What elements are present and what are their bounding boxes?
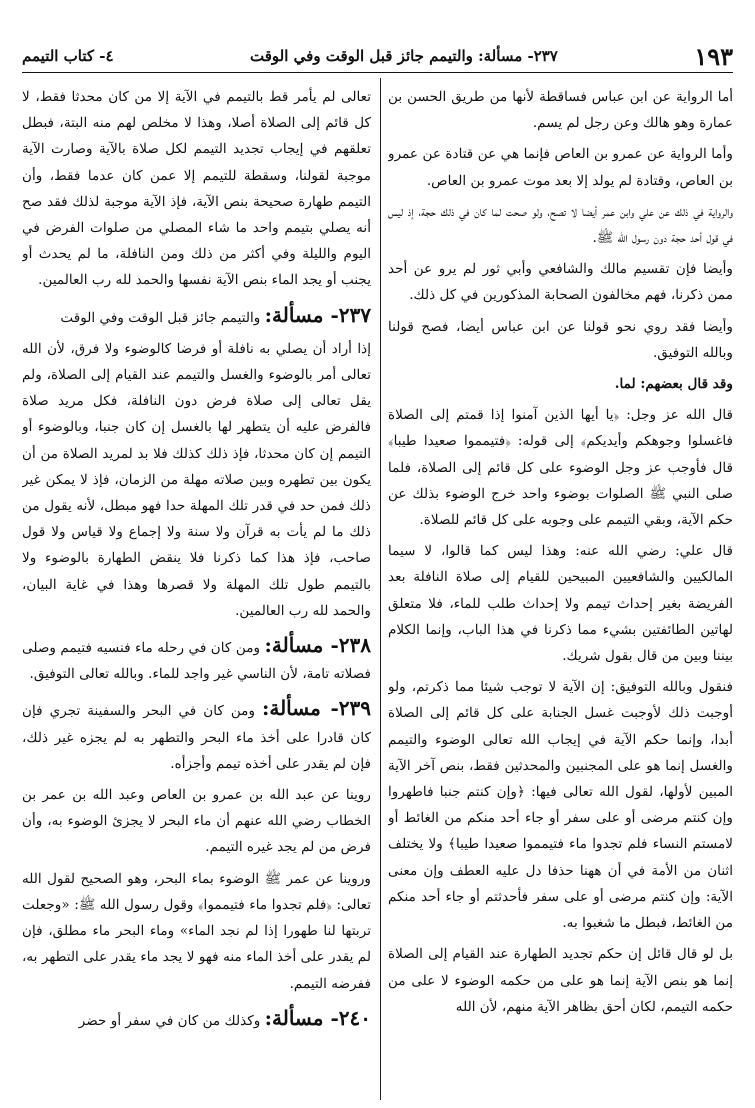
paragraph: روينا عن عبد الله بن عمرو بن العاص وعبد الله بن عمر بن الخطاب رضي الله عنهم أن ماء البحر لا يجزئ الوضوء به، وأن فرض من لم يجد غيره التيمم. <box>22 787 371 856</box>
section-number: ٢٣٨- مسألة: <box>264 633 371 658</box>
section-body: وكذلك من كان في سفر أو حضر <box>78 1012 261 1029</box>
section-239 <box>22 695 371 777</box>
paragraph: إذا أراد أن يصلي به نافلة أو فرضا كالوضوء ولا فرق، لأن الله تعالى أمر بالوضوء والغسل والتيمم عند القيام إلى الصلاة، ولم يقل تعالى إلى صلاة فرض دون النافلة، فكل مريد صلاة فالفرض عليه أن يتطهر لها بالغسل إن كان جنبا، وبالوضوء أو التيمم إن كان محدثا، فإذ ذلك كذلك فلا بد لمريد الصلاة من أن يكون بين تطهره وبين صلاته مهلة من الزمان، فإذ لا يمكن غير ذلك فمن حد في قدر تلك المهلة حدا فهو مبطل، لأنه يقول من ذلك ما لم يأت به قرآن ولا سنة ولا إجماع ولا قياس ولا قول صاحب، فإذ هذا كما ذكرنا فلا ينقض الطهارة بالوضوء ولا بالتيمم طول تلك المهلة ولا قصرها وهذا في غاية البيان، والحمد لله رب العالمين. <box>22 340 371 619</box>
section-238 <box>22 632 371 687</box>
paragraph: بل لو قال قائل إن حكم تجديد الطهارة عند القيام إلى الصلاة إنما هو بنص الآية إنما هو على من حكمه الوضوء لا على من حكمه التيمم، لكان أحق بظاهر الآية منهم، لأن الله <box>388 946 733 1015</box>
paragraph: تعالى لم يأمر قط بالتيمم في الآية إلا من كان محدثا فقط، لا كل قائم إلى الصلاة أصلا، وهذا لا مخلص لهم منه البتة، فبطل تعلقهم في إيجاب تجديد التيمم لكل صلاة بالآية وصارت الآية موجبة لقولنا، وسقطة للتيمم إلا عمن كان عدما فقط، وأن التيمم طهارة صحيحة بنص الآية، فإذ الآية موجبة لذلك فقد صح أنه يصلي بتيمم واحد ما شاء المصلي من صلوات الفرض في اليوم والليلة وفي أكثر من ذلك ومن النافلة، ما لم يحدث أو يجنب أو يجد الماء بنص الآية نفسها والحمد لله رب العالمين. <box>22 89 371 289</box>
paragraph: والرواية في ذلك عن علي وابن عمر أيضا لا تصح، ولو صحت لما كان في ذلك حجة، إذ ليس في قول أحد حجة دون رسول الله ﷺ. <box>388 203 733 247</box>
paragraph: وأيضا فقد روي نحو قولنا عن ابن عباس أيضا، فصح قولنا وبالله التوفيق. <box>388 318 733 361</box>
section-number: ٢٣٧- مسألة: <box>264 302 371 327</box>
column-divider <box>380 78 381 1100</box>
page-number: ١٩٣ <box>694 41 733 71</box>
left-column <box>22 84 371 1100</box>
paragraph: وأيضا فإن تقسيم مالك والشافعي وأبي ثور لم يرو عن أحد ممن ذكرنا، فهم مخالفون الصحابة المذكورين في كل ذلك. <box>388 261 733 304</box>
section-240 <box>22 1005 371 1034</box>
paragraph: قال علي: رضي الله عنه: وهذا ليس كما قالوا، لا سيما المالكيين والشافعيين المبيحين للقيام إلى صلاة النافلة بعد الفريضة بغير إحداث تيمم ولا إحداث طلب للماء، فلا متعلق لهاتين الطائفتين بشيء مما ذكرنا في هذا الباب، وإنما الكلام بيننا وبين من قال بقول شريك. <box>388 543 733 665</box>
section-title: والتيمم جائز قبل الوقت وفي الوقت <box>60 309 261 326</box>
right-column <box>388 84 733 1100</box>
paragraph: وأما الرواية عن عمرو بن العاص فإنما هي عن قتادة عن عمرو بن العاص، وقتادة لم يولد إلا بعد موت عمرو بن العاص. <box>388 146 733 189</box>
section-number: ٢٤٠- مسألة: <box>264 1005 371 1030</box>
paragraph: وروينا عن عمر ﷺ الوضوء بماء البحر، وهو الصحيح لقول الله تعالى: ﴿فلم تجدوا ماء فتيمموا﴾ وقول رسول الله ﷺ: «وجعلت تربتها لنا طهورا إذا لم نجد الماء» وماء البحر ماء مطلق، فإن لم يقدر على أخذ الماء منه فهو لا يجد ماء يقدر على التطهر به، ففرضه التيمم. <box>22 870 371 992</box>
paragraph: وقد قال بعضهم: لما. <box>614 376 733 393</box>
running-title: ٢٣٧- مسألة: والتيمم جائز قبل الوقت وفي الوقت <box>250 47 558 65</box>
paragraph: فنقول وبالله التوفيق: إن الآية لا توجب شيئا مما ذكرتم، ولو أوجبت ذلك لأوجبت غسل الجنابة على كل قائم إلى الصلاة أبدا، وإنما حكم الآية في إيجاب الله تعالى الوضوء والتيمم والغسل إنما هو على المجنبين والمحدثين فقط، بنص آخر الآية المبين لأولها، لقول الله تعالى فيها: ﴿وإن كنتم جنبا فاطهروا وإن كنتم مرضى أو على سفر أو جاء أحد منكم من الغائط أو لامستم النساء فلم تجدوا ماء فتيمموا صعيدا طيبا﴾ ولا يختلف اثنان من الأمة في أن ههنا حذفا دل عليه العطف وإن معنى الآية: وإن كنتم مرضى أو على سفر فأحدثتم أو جاء أحد منكم من الغائط، فبطل ما شغبوا به. <box>388 679 733 932</box>
paragraph: قال الله عز وجل: ﴿يا أيها الذين آمنوا إذا قمتم إلى الصلاة فاغسلوا وجوهكم وأيديكم﴾ إلى قوله: ﴿فتيمموا صعيدا طيبا﴾ قال فأوجب عز وجل الوضوء على كل قائم إلى الصلاة، فلما صلى النبي ﷺ الصلوات بوضوء واحد خرج الوضوء بذلك عن حكم الآية، وبقي التيمم على وجوبه على كل قائم للصلاة. <box>388 407 733 529</box>
section-237 <box>22 302 371 331</box>
paragraph: أما الرواية عن ابن عباس فساقطة لأنها من طريق الحسن بن عمارة وهو هالك وعن رجل لم يسم. <box>388 89 733 132</box>
section-body: ومن كان في البحر والسفينة تجري فإن كان قادرا على أخذ ماء البحر والتطهر به لم يجزه غير ذلك، فإن لم يقدر على أخذه تيمم وأجزأه. <box>22 703 371 772</box>
book-title: ٤- كتاب التيمم <box>22 47 114 65</box>
section-number: ٢٣٩- مسألة: <box>261 696 371 721</box>
section-body: ومن كان في رحله ماء فنسيه فتيمم وصلى فصلاته تامة، لأن الناسي غير واجد للماء. وبالله تعالى التوفيق. <box>22 640 371 683</box>
page-header <box>22 40 733 73</box>
